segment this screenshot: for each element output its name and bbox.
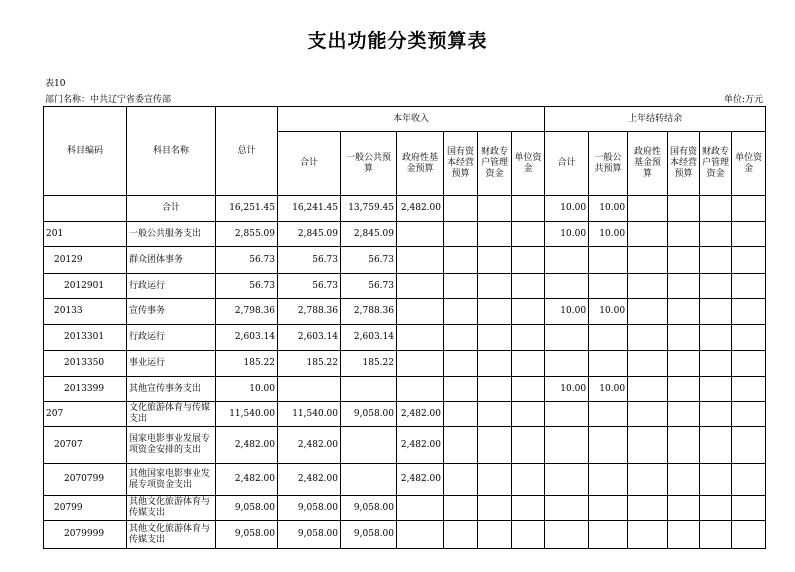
cell-name: 事业运行 [127,351,216,377]
cell-cy-fund [397,247,444,274]
cell-cy-special-account [478,196,512,222]
cell-py-general [589,325,628,351]
cell-py-unit-funds [732,464,766,496]
cell-cy-unit-funds [512,351,545,377]
cell-cy-fund [397,274,444,299]
cell-cy-state-capital [444,196,478,222]
cell-cy-general: 56.73 [341,274,397,299]
table-row [44,299,766,325]
cell-cy-state-capital [444,325,478,351]
cell-cy-general: 2,845.09 [341,222,397,247]
cell-py-unit-funds [732,402,766,427]
cell-py-general: 10.00 [589,222,628,247]
cell-name: 一般公共服务支出 [127,222,216,247]
cell-py-state-capital [668,521,700,549]
cell-cy-fund [397,521,444,549]
cell-py-general [589,351,628,377]
cell-total: 10.00 [216,377,278,402]
cell-cy-special-account [478,402,512,427]
cell-name: 其他国家电影事业发展专项资金支出 [127,464,216,496]
cell-cy-state-capital [444,402,478,427]
cell-cy-special-account [478,464,512,496]
cell-py-general [589,427,628,464]
cell-cy-fund: 2,482.00 [397,427,444,464]
header-py-total: 合计 [545,132,589,196]
header-prior-year: 上年结转结余 [545,107,766,132]
cell-total: 2,482.00 [216,427,278,464]
cell-py-fund [628,299,668,325]
department-name: 部门名称：中共辽宁省委宣传部 [45,95,172,105]
cell-cy-general [341,427,397,464]
header-code: 科目编码 [44,107,127,196]
cell-total: 11,540.00 [216,402,278,427]
table-body [44,196,766,549]
cell-cy-total: 185.22 [278,351,341,377]
cell-name: 群众团体事务 [127,247,216,274]
cell-cy-fund [397,496,444,521]
header-cy-general: 一般公共预算 [341,132,397,196]
cell-py-special-account [700,402,732,427]
cell-py-unit-funds [732,222,766,247]
cell-py-fund [628,377,668,402]
cell-cy-total: 2,482.00 [278,464,341,496]
cell-cy-special-account [478,274,512,299]
cell-py-unit-funds [732,351,766,377]
cell-py-unit-funds [732,247,766,274]
cell-py-general: 10.00 [589,377,628,402]
cell-name: 宣传事务 [127,299,216,325]
cell-code [44,196,127,222]
cell-cy-state-capital [444,222,478,247]
cell-name: 文化旅游体育与传媒支出 [127,402,216,427]
cell-cy-total: 2,603.14 [278,325,341,351]
cell-py-unit-funds [732,196,766,222]
cell-cy-unit-funds [512,496,545,521]
cell-cy-total: 16,241.45 [278,196,341,222]
cell-py-fund [628,427,668,464]
table-row [44,521,766,549]
cell-py-total: 10.00 [545,222,589,247]
cell-code: 2012901 [44,274,127,299]
cell-cy-general: 185.22 [341,351,397,377]
cell-code: 2013350 [44,351,127,377]
cell-cy-special-account [478,521,512,549]
cell-total: 2,603.14 [216,325,278,351]
cell-cy-state-capital [444,247,478,274]
cell-cy-fund: 2,482.00 [397,196,444,222]
cell-py-special-account [700,222,732,247]
cell-total: 9,058.00 [216,521,278,549]
cell-name: 行政运行 [127,325,216,351]
cell-cy-unit-funds [512,196,545,222]
table-row [44,351,766,377]
cell-total: 2,798.36 [216,299,278,325]
budget-table-container [43,106,765,549]
cell-py-special-account [700,496,732,521]
header-cy-unit-funds: 单位资金 [512,132,545,196]
cell-py-special-account [700,427,732,464]
header-cy-fund: 政府性基金预算 [397,132,444,196]
cell-py-state-capital [668,377,700,402]
cell-py-total [545,521,589,549]
cell-code: 20129 [44,247,127,274]
cell-total: 16,251.45 [216,196,278,222]
cell-cy-state-capital [444,377,478,402]
cell-cy-fund [397,377,444,402]
cell-cy-state-capital [444,351,478,377]
cell-cy-state-capital [444,299,478,325]
cell-py-fund [628,274,668,299]
header-cy-state-capital: 国有资本经营预算 [444,132,478,196]
header-py-state-capital: 国有资本经营预算 [668,132,700,196]
cell-cy-total: 2,845.09 [278,222,341,247]
cell-cy-special-account [478,427,512,464]
cell-py-state-capital [668,351,700,377]
cell-cy-state-capital [444,464,478,496]
header-py-general: 一般公共预算 [589,132,628,196]
cell-cy-general: 9,058.00 [341,496,397,521]
cell-py-unit-funds [732,274,766,299]
cell-cy-unit-funds [512,402,545,427]
cell-py-state-capital [668,427,700,464]
table-number: 表10 [45,79,66,89]
cell-cy-total: 2,788.36 [278,299,341,325]
cell-py-special-account [700,274,732,299]
cell-cy-unit-funds [512,427,545,464]
header-total: 总计 [216,107,278,196]
header-cy-special-account: 财政专户管理资金 [478,132,512,196]
cell-cy-fund: 2,482.00 [397,464,444,496]
cell-py-total [545,351,589,377]
table-row [44,274,766,299]
cell-py-state-capital [668,274,700,299]
cell-cy-fund [397,351,444,377]
cell-cy-general [341,464,397,496]
cell-py-unit-funds [732,521,766,549]
cell-py-fund [628,521,668,549]
table-row [44,496,766,521]
cell-cy-state-capital [444,427,478,464]
table-row [44,377,766,402]
cell-py-special-account [700,299,732,325]
cell-py-fund [628,351,668,377]
cell-py-fund [628,247,668,274]
cell-py-special-account [700,247,732,274]
cell-cy-total [278,377,341,402]
cell-cy-special-account [478,496,512,521]
cell-cy-fund [397,299,444,325]
header-cy-total: 合计 [278,132,341,196]
table-row [44,464,766,496]
cell-py-special-account [700,521,732,549]
cell-cy-unit-funds [512,222,545,247]
cell-py-total [545,325,589,351]
cell-cy-general: 9,058.00 [341,521,397,549]
cell-py-general: 10.00 [589,299,628,325]
cell-total: 9,058.00 [216,496,278,521]
cell-total: 2,482.00 [216,464,278,496]
cell-py-general [589,521,628,549]
table-row [44,196,766,222]
cell-cy-unit-funds [512,299,545,325]
cell-cy-state-capital [444,274,478,299]
cell-py-unit-funds [732,496,766,521]
cell-py-special-account [700,377,732,402]
cell-cy-special-account [478,325,512,351]
header-py-unit-funds: 单位资金 [732,132,766,196]
cell-py-general: 10.00 [589,196,628,222]
cell-py-unit-funds [732,377,766,402]
cell-py-state-capital [668,222,700,247]
cell-cy-special-account [478,299,512,325]
cell-py-state-capital [668,247,700,274]
cell-cy-unit-funds [512,521,545,549]
cell-py-unit-funds [732,427,766,464]
cell-py-fund [628,496,668,521]
cell-cy-general: 56.73 [341,247,397,274]
cell-py-total [545,427,589,464]
cell-py-fund [628,222,668,247]
cell-py-fund [628,464,668,496]
cell-cy-fund [397,325,444,351]
cell-cy-unit-funds [512,377,545,402]
cell-cy-unit-funds [512,464,545,496]
cell-py-state-capital [668,325,700,351]
cell-code: 2079999 [44,521,127,549]
cell-py-total: 10.00 [545,377,589,402]
cell-code: 20799 [44,496,127,521]
cell-cy-total: 56.73 [278,274,341,299]
unit-label: 单位:万元 [723,95,763,105]
cell-name: 国家电影事业发展专项资金安排的支出 [127,427,216,464]
cell-cy-total: 56.73 [278,247,341,274]
table-row [44,402,766,427]
cell-cy-state-capital [444,521,478,549]
cell-code: 2013399 [44,377,127,402]
cell-py-total [545,247,589,274]
cell-py-state-capital [668,464,700,496]
cell-py-fund [628,196,668,222]
cell-cy-total: 11,540.00 [278,402,341,427]
cell-name: 行政运行 [127,274,216,299]
table-row [44,427,766,464]
cell-py-total: 10.00 [545,299,589,325]
cell-total: 56.73 [216,274,278,299]
cell-py-state-capital [668,402,700,427]
cell-py-special-account [700,351,732,377]
cell-cy-total: 9,058.00 [278,521,341,549]
budget-table [43,106,766,549]
cell-total: 2,855.09 [216,222,278,247]
cell-py-special-account [700,196,732,222]
cell-py-general [589,274,628,299]
table-row [44,325,766,351]
cell-cy-unit-funds [512,247,545,274]
cell-cy-general [341,377,397,402]
cell-py-state-capital [668,196,700,222]
cell-cy-general: 9,058.00 [341,402,397,427]
cell-cy-special-account [478,247,512,274]
header-current-year: 本年收入 [278,107,545,132]
cell-py-total [545,402,589,427]
cell-cy-total: 2,482.00 [278,427,341,464]
cell-cy-general: 2,603.14 [341,325,397,351]
page-title: 支出功能分类预算表 [307,30,488,52]
cell-cy-unit-funds [512,274,545,299]
cell-code: 20707 [44,427,127,464]
cell-code: 20133 [44,299,127,325]
cell-total: 56.73 [216,247,278,274]
cell-name: 其他宣传事务支出 [127,377,216,402]
cell-py-general [589,402,628,427]
cell-py-unit-funds [732,325,766,351]
table-row [44,222,766,247]
cell-code: 2013301 [44,325,127,351]
cell-py-special-account [700,325,732,351]
cell-py-fund [628,325,668,351]
cell-cy-special-account [478,351,512,377]
cell-cy-fund [397,222,444,247]
cell-code: 2070799 [44,464,127,496]
cell-cy-general: 2,788.36 [341,299,397,325]
cell-cy-total: 9,058.00 [278,496,341,521]
cell-py-total [545,496,589,521]
cell-py-special-account [700,464,732,496]
cell-name: 其他文化旅游体育与传媒支出 [127,521,216,549]
cell-cy-state-capital [444,496,478,521]
cell-py-general [589,496,628,521]
cell-cy-unit-funds [512,325,545,351]
cell-cy-special-account [478,377,512,402]
cell-cy-general: 13,759.45 [341,196,397,222]
header-name: 科目名称 [127,107,216,196]
cell-py-unit-funds [732,299,766,325]
cell-py-state-capital [668,299,700,325]
header-py-fund: 政府性基金预算 [628,132,668,196]
cell-cy-special-account [478,222,512,247]
cell-cy-fund: 2,482.00 [397,402,444,427]
cell-py-total: 10.00 [545,196,589,222]
cell-py-general [589,247,628,274]
table-row [44,247,766,274]
cell-py-state-capital [668,496,700,521]
cell-code: 207 [44,402,127,427]
cell-name: 合计 [127,196,216,222]
cell-py-fund [628,402,668,427]
cell-py-total [545,464,589,496]
cell-py-general [589,464,628,496]
cell-total: 185.22 [216,351,278,377]
cell-code: 201 [44,222,127,247]
cell-py-total [545,274,589,299]
cell-name: 其他文化旅游体育与传媒支出 [127,496,216,521]
header-py-special-account: 财政专户管理资金 [700,132,732,196]
